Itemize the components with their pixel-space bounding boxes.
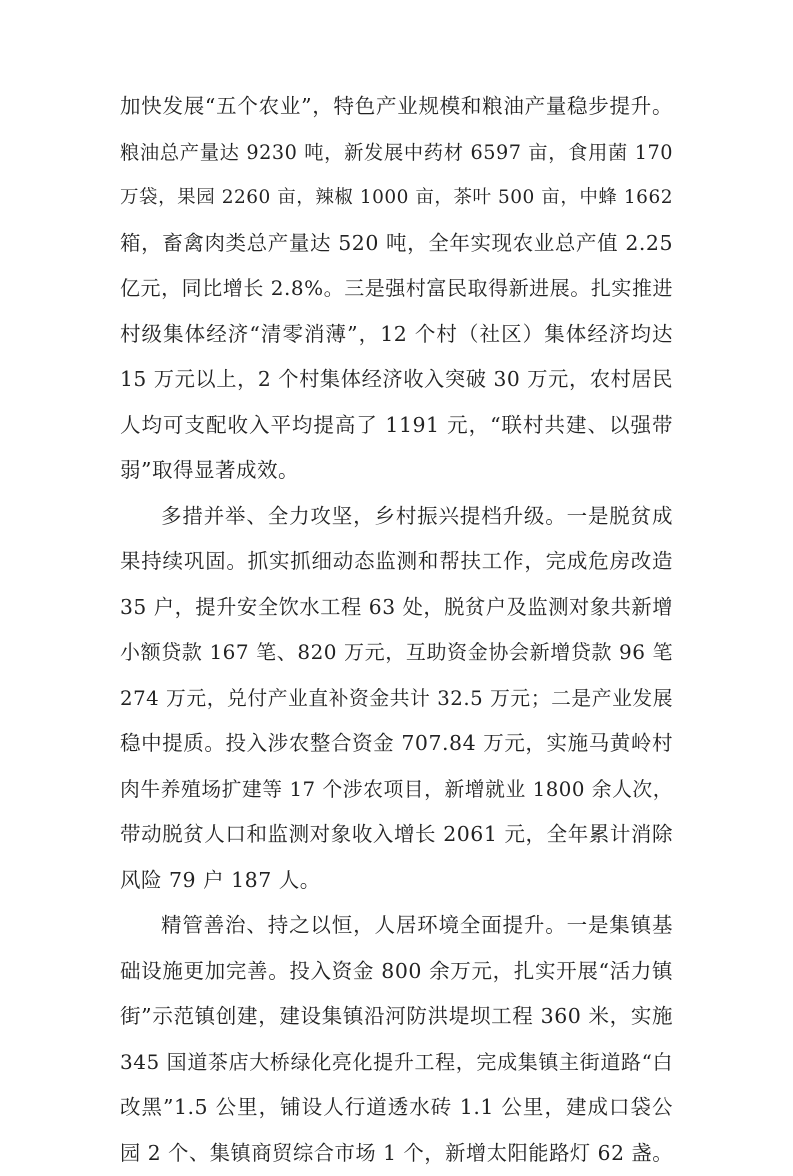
- paragraph-start-line: 精管善治、持之以恒，人居环境全面提升。一是集镇基: [120, 903, 673, 949]
- text-line: 274 万元，兑付产业直补资金共计 32.5 万元；二是产业发展: [120, 676, 673, 722]
- text-line: 亿元，同比增长 2.8%。三是强村富民取得新进展。扎实推进: [120, 266, 673, 312]
- text-line: 肉牛养殖场扩建等 17 个涉农项目，新增就业 1800 余人次，: [120, 767, 673, 813]
- text-line: 小额贷款 167 笔、820 万元，互助资金协会新增贷款 96 笔: [120, 630, 673, 676]
- text-line: 345 国道茶店大桥绿化亮化提升工程，完成集镇主街道路“白: [120, 1040, 673, 1086]
- text-line: 园 2 个、集镇商贸综合市场 1 个，新增太阳能路灯 62 盏。: [120, 1131, 673, 1176]
- paragraph-start-line: 多措并举、全力攻坚，乡村振兴提档升级。一是脱贫成: [120, 494, 673, 540]
- text-line: 础设施更加完善。投入资金 800 余万元，扎实开展“活力镇: [120, 949, 673, 995]
- text-line: 粮油总产量达 9230 吨，新发展中药材 6597 亩，食用菌 170: [120, 130, 673, 176]
- text-line: 人均可支配收入平均提高了 1191 元，“联村共建、以强带: [120, 403, 673, 449]
- text-line: 弱”取得显著成效。: [120, 448, 673, 494]
- text-line: 箱，畜禽肉类总产量达 520 吨，全年实现农业总产值 2.25: [120, 221, 673, 267]
- text-line: 35 户，提升安全饮水工程 63 处，脱贫户及监测对象共新增: [120, 585, 673, 631]
- body-text: [120, 84, 673, 1176]
- text-line: 改黑”1.5 公里，铺设人行道透水砖 1.1 公里，建成口袋公: [120, 1085, 673, 1131]
- text-line: 万袋，果园 2260 亩，辣椒 1000 亩，茶叶 500 亩，中蜂 1662: [120, 175, 673, 221]
- text-line: 村级集体经济“清零消薄”，12 个村（社区）集体经济均达: [120, 312, 673, 358]
- text-line: 风险 79 户 187 人。: [120, 858, 673, 904]
- text-line: 加快发展“五个农业”，特色产业规模和粮油产量稳步提升。: [120, 84, 673, 130]
- text-line: 带动脱贫人口和监测对象收入增长 2061 元，全年累计消除: [120, 812, 673, 858]
- text-line: 果持续巩固。抓实抓细动态监测和帮扶工作，完成危房改造: [120, 539, 673, 585]
- text-line: 街”示范镇创建，建设集镇沿河防洪堤坝工程 360 米，实施: [120, 994, 673, 1040]
- text-line: 稳中提质。投入涉农整合资金 707.84 万元，实施马黄岭村: [120, 721, 673, 767]
- text-line: 15 万元以上，2 个村集体经济收入突破 30 万元，农村居民: [120, 357, 673, 403]
